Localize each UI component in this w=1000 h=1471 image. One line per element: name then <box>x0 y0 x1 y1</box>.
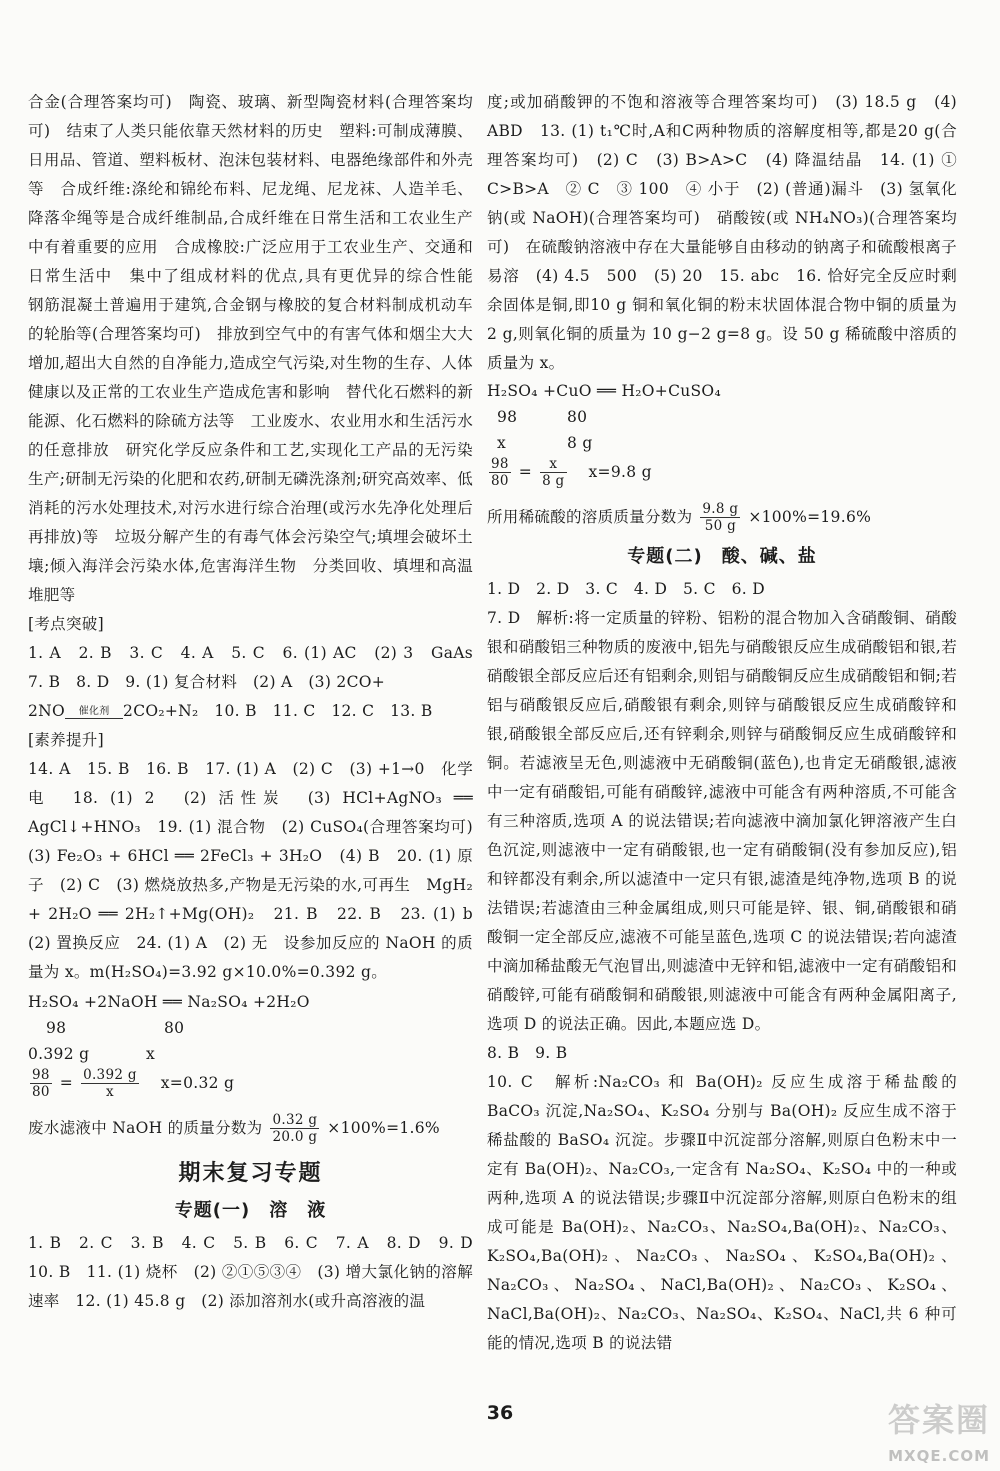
answer-paragraph: 度;或加硝酸钾的不饱和溶液等合理答案均可) (3) 18.5 g (4) ABD 13. (1) t₁℃时,A和C两种物质的溶解度相等,都是20 g(合理答案均可) (2) C (3) B>A>C (4) 降温结晶 14. (1) ① C>B>A ② C ③ 100 ④ 小于 (2) (普通)漏斗 (3) 氢氧化钠(或 NaOH)(合理答案均可) 硝酸铵(或 NH₄NO₃)(合理答案均可) 在硫酸钠溶液中存在大量能够自由移动的钠离子和硫酸根离子 易溶 (4) 4.5 500 (5) 20 15. abc 16. 恰好完全反应时剩余固体是铜,即10 g 铜和氧化铜的粉末状固体混合物中铜的质量为 2 g,则氧化铜的质量为 10 g−2 g=8 g。设 50 g 稀硫酸中溶质的质量为 x。 <box>487 93 973 372</box>
mass-row <box>487 430 957 456</box>
answer-text: ×100%=19.6% <box>748 508 872 526</box>
answer-paragraph <box>28 639 489 726</box>
denominator: 80 <box>32 1084 50 1100</box>
fraction <box>489 456 511 489</box>
fraction <box>81 1067 139 1100</box>
page-number: 36 <box>486 1402 514 1424</box>
mass-row <box>28 1041 473 1067</box>
answer-paragraph: 10. C 解析:Na₂CO₃ 和 Ba(OH)₂ 反应生成溶于稀盐酸的 BaCO₃ 沉淀,Na₂SO₄、K₂SO₄ 分别与 Ba(OH)₂ 反应生成不溶于稀盐酸的 BaSO₄ 沉淀。步骤Ⅱ中沉淀部分溶解,则原白色粉末中一定有 Ba(OH)₂、Na₂CO₃,一定含有 Na₂SO₄、K₂SO₄ 中的一种或两种,选项 A 的说法错误;步骤Ⅱ中沉淀部分溶解,则原白色粉末的组成可能是 Ba(OH)₂、Na₂CO₃、Na₂SO₄,Ba(OH)₂、Na₂CO₃、K₂SO₄,Ba(OH)₂、Na₂CO₃、Na₂SO₄、K₂SO₄,Ba(OH)₂、Na₂CO₃、Na₂SO₄、NaCl,Ba(OH)₂、Na₂CO₃、K₂SO₄、NaCl,Ba(OH)₂、Na₂CO₃、Na₂SO₄、K₂SO₄、NaCl,共 6 种可能的情况,选项 B 的说法错 <box>487 1073 957 1352</box>
fraction <box>540 456 566 489</box>
answer-paragraph: 7. D 解析:将一定质量的锌粉、铝粉的混合物加入含硝酸铜、硝酸银和硝酸铝三种物质的废液中,铝先与硝酸银反应生成硝酸铝和银,若硝酸银全部反应后还有铝剩余,则铝与硝酸铜反应生成硝酸铝和铜;若铝与硝酸银反应后,硝酸银有剩余,则锌与硝酸银反应生成硝酸锌和银,硝酸银全部反应后,还有锌剩余,则锌与硝酸铜反应生成硝酸锌和铜。若滤液呈无色,则滤液中无硝酸铜(蓝色),也肯定无硝酸银,滤液中一定有硝酸铝,可能有硝酸锌,滤液中可能含有两种溶质,不可能含有三种溶质,选项 A 的说法错误;若向滤液中滴加氯化钾溶液产生白色沉淀,则滤液中一定有硝酸银,也一定有硝酸铜(没有参加反应),铝和锌都没有剩余,所以滤渣中一定只有银,滤渣是纯净物,选项 B 的说法错误;若滤渣由三种金属组成,则只可能是锌、银、铜,硝酸银和硝酸铜一定全部反应,滤液不可能呈蓝色,选项 C 的说法错误;若向滤渣中滴加稀盐酸无气泡冒出,则滤渣中无锌和铝,滤液中一定有硝酸铝和硝酸锌,可能有硝酸铜和硝酸银,则滤液中可能含有两种金属阳离子,选项 D 的说法正确。因此,本题应选 D。 <box>487 609 957 1033</box>
percentage-row <box>487 501 957 534</box>
section-title: 专题(一) 溶 液 <box>174 1200 327 1221</box>
answer-paragraph: 合金(合理答案均可) 陶瓷、玻璃、新型陶瓷材料(合理答案均可) 结束了人类只能依靠天然材料的历史 塑料:可制成薄膜、日用品、管道、塑料板材、泡沫包装材料、电器绝缘部件和外壳等 合成纤维:涤纶和锦纶布料、尼龙绳、尼龙袜、人造羊毛、降落伞绳等是合成纤维制品,合成纤维在日常生活和工农业生产中有着重要的应用 合成橡胶:广泛应用于工农业生产、交通和日常生活中 集中了组成材料的优点,具有更优异的综合性能 钢筋混凝土普遍用于建筑,合金钢与橡胶的复合材料制成机动车的轮胎等(合理答案均可) 排放到空气中的有害气体和烟尘大大增加,超出大自然的自净能力,造成空气污染,对生物的生存、人体健康以及正常的工农业生产造成危害和影响 替代化石燃料的新能源、化石燃料的除硫方法等 工业废水、农业用水和生活污水的任意排放 研究化学反应条件和工艺,实现化工产品的无污染生产;研制无污染的化肥和农药,研制无磷洗涤剂;研究高效率、低消耗的污水处理技术,对污水进行综合治理(或污水先净化处理后再排放)等 垃圾分解产生的有毒气体会污染空气;填埋会破坏土壤;倾入海洋会污染水体,危害海洋生物 分类回收、填埋和高温堆肥等 <box>28 93 489 604</box>
chemical-equation: H₂SO₄ +2NaOH ══ Na₂SO₄ +2H₂O <box>28 993 310 1011</box>
molar-mass: 98 <box>497 408 518 426</box>
ratio-row <box>487 456 957 489</box>
denominator: 8 g <box>542 473 565 489</box>
answer-text: 废水滤液中 NaOH 的质量分数为 <box>28 1119 263 1137</box>
answer-paragraph: 1. D 2. D 3. C 4. D 5. C 6. D <box>487 580 765 598</box>
numerator: 98 <box>491 456 509 472</box>
percentage-row <box>28 1112 473 1145</box>
fraction <box>700 501 740 534</box>
molar-mass-row <box>28 1015 473 1041</box>
section-tag-suyang: [ 素养提升 ] <box>28 726 473 755</box>
answer-paragraph: 1. B 2. C 3. B 4. C 5. B 6. C 7. A 8. D 9. D 10. B 11. (1) 烧杯 (2) ②①⑤③④ (3) 增大氯化钠的溶解速率 12. (1) 45.8 g (2) 添加溶剂水(或升高溶液的温 <box>28 1234 489 1310</box>
left-column <box>28 88 489 1316</box>
equals-sign: = <box>518 463 533 481</box>
answer-text: 1. A 2. B 3. C 4. A 5. C 6. (1) AC (2) 3 GaAs 7. B 8. D 9. (1) 复合材料 (2) A (3) 2CO+ <box>28 644 489 691</box>
chapter-title: 期末复习专题 <box>178 1161 323 1186</box>
equation-block <box>28 989 473 1145</box>
section-tag-kaodian: [ 考点突破 ] <box>28 610 473 639</box>
ratio-row <box>28 1067 473 1100</box>
answer-paragraph: 14. A 15. B 16. B 17. (1) A (2) C (3) +1→0 化学 电 18. (1) 2 (2) 活性炭 (3) HCl+AgNO₃ ══ AgCl↓+HNO₃ 19. (1) 混合物 (2) CuSO₄(合理答案均可) (3) Fe₂O₃ + 6HCl ══ 2FeCl₃ + 3H₂O (4) B 20. (1) 原子 (2) C (3) 燃烧放热多,产物是无污染的水,可再生 MgH₂ + 2H₂O ══ 2H₂↑+Mg(OH)₂ 21. B 22. B 23. (1) b (2) 置换反应 24. (1) A (2) 无 设参加反应的 NaOH 的质量为 x。m(H₂SO₄)=3.92 g×10.0%=0.392 g。 <box>28 760 489 981</box>
answer-text: ×100%=1.6% <box>327 1119 440 1137</box>
right-column <box>487 88 973 1358</box>
mass-value: 0.392 g <box>28 1045 90 1063</box>
mass-value: x <box>146 1045 156 1063</box>
fraction <box>30 1067 52 1100</box>
answer-text: 2NO <box>28 702 66 720</box>
molar-mass: 80 <box>567 408 588 426</box>
section-title: 专题(二) 酸、碱、盐 <box>627 546 817 567</box>
denominator: 20.0 g <box>272 1129 318 1145</box>
molar-mass: 98 <box>46 1019 67 1037</box>
watermark-logo-text: 答案圈 <box>887 1401 990 1439</box>
denominator: 50 g <box>704 518 737 534</box>
answer-text: 所用稀硫酸的溶质质量分数为 <box>487 508 693 526</box>
result: x=0.32 g <box>160 1074 235 1092</box>
fraction <box>270 1112 319 1145</box>
watermark-logo <box>820 1395 990 1465</box>
denominator: x <box>105 1084 114 1100</box>
equation-block <box>487 378 957 534</box>
numerator: 98 <box>32 1067 50 1083</box>
molar-mass-row <box>487 404 957 430</box>
numerator: 0.392 g <box>83 1067 137 1083</box>
numerator: 9.8 g <box>702 501 739 517</box>
catalyst-label: 催化剂 <box>78 705 110 717</box>
reaction-arrow <box>65 706 123 719</box>
molar-mass: 80 <box>164 1019 185 1037</box>
numerator: 0.32 g <box>272 1112 318 1128</box>
mass-value: x <box>497 434 507 452</box>
result: x=9.8 g <box>588 463 652 481</box>
chemical-equation: H₂SO₄ +CuO ══ H₂O+CuSO₄ <box>487 382 721 400</box>
numerator: x <box>540 456 566 473</box>
watermark-url: MXQE.COM <box>888 1447 990 1465</box>
answer-text: 2CO₂+N₂ 10. B 11. C 12. C 13. B <box>123 702 433 720</box>
denominator: 80 <box>491 473 509 489</box>
mass-value: 8 g <box>567 434 593 452</box>
answer-paragraph: 8. B 9. B <box>487 1044 568 1062</box>
equals-sign: = <box>59 1074 74 1092</box>
